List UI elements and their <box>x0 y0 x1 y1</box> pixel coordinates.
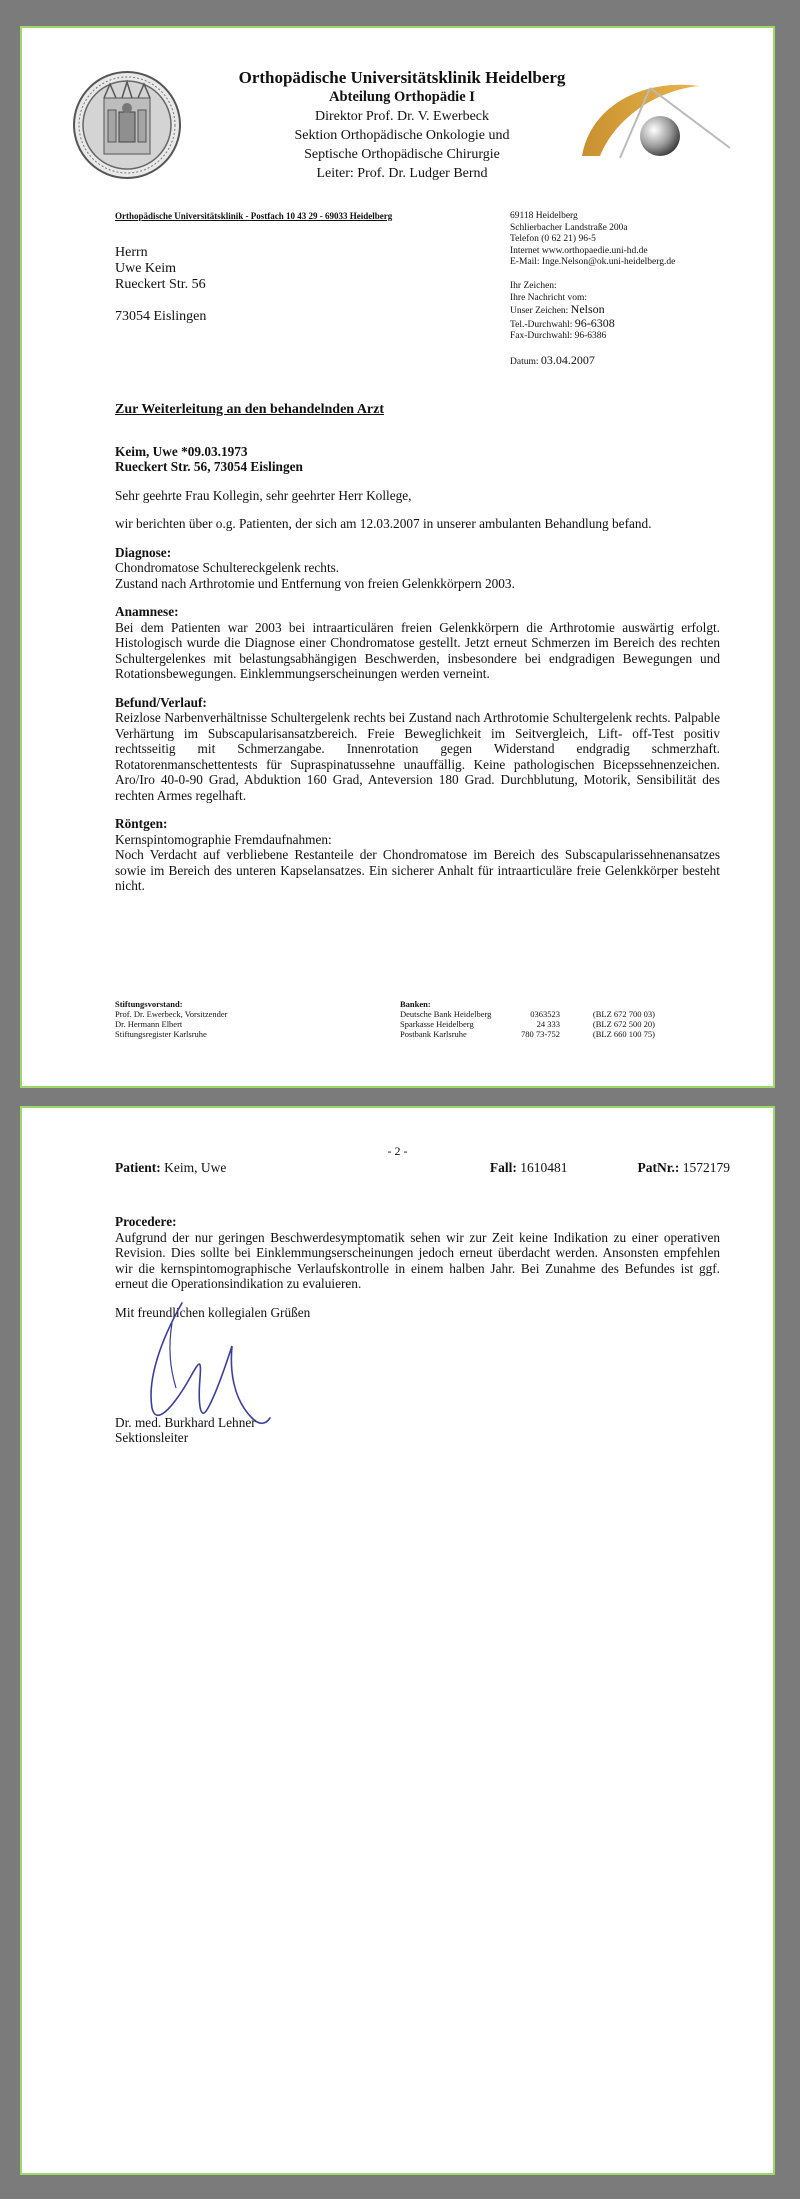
fax-durchwahl: Fax-Durchwahl: 96-6386 <box>510 331 607 341</box>
anamnese-text: Bei dem Patienten war 2003 bei intraarticulären freien Gelenkkörpern die Arthrotomie auswärtig erfolgt. Histologisch wurde die Diagnose einer Chondromatose gestellt. Jetzt erneut Schmerzen im Bereich des rechten Schultergelenkes mit belastungsabhängigen Beschwerden, insbesondere bei endgradigen Bewegungen und Rotationsbewegungen. Einklemmungserscheinungen werden verneint. <box>115 619 720 681</box>
patient-name: Keim, Uwe *09.03.1973 <box>115 443 248 459</box>
banks-title: Banken: <box>400 999 431 1009</box>
signer-title: Sektionsleiter <box>115 1430 189 1445</box>
tel-durchwahl: Tel.-Durchwahl: 96-6308 <box>510 315 615 330</box>
clinic-name: Orthopädische Universitätsklinik Heidelberg <box>238 68 566 87</box>
signer-block <box>115 1415 256 1445</box>
board-line: Dr. Hermann Elbert <box>115 1019 183 1029</box>
clinic-contact <box>510 211 675 269</box>
board-title: Stiftungsvorstand: <box>115 999 183 1009</box>
intro-text: wir berichten über o.g. Patienten, der sich am 12.03.2007 in unserer ambulanten Behandlung befand. <box>115 516 652 531</box>
reference-block <box>510 281 615 343</box>
letter-body <box>115 402 720 894</box>
recipient-spacer <box>115 293 206 309</box>
closing-text: Mit freundlichen kollegialen Grüßen <box>115 1304 311 1320</box>
footer-banks <box>400 999 655 1039</box>
ihre-nachricht-label: Ihre Nachricht vom: <box>510 292 588 303</box>
contact-line: Schlierbacher Landstraße 200a <box>510 222 628 233</box>
recipient-line: Uwe Keim <box>115 261 177 276</box>
bank-row: Postbank Karlsruhe 780 73-752 (BLZ 660 100 75) <box>400 1029 655 1039</box>
patnr-field: PatNr.: 1572179 <box>637 1160 730 1175</box>
patient-header <box>115 1160 730 1176</box>
contact-line: Internet www.orthopaedie.uni-hd.de <box>510 245 648 256</box>
ihr-zeichen-label: Ihr Zeichen: <box>510 281 557 291</box>
bank-row: Deutsche Bank Heidelberg 0363523 (BLZ 672 700 03) <box>400 1009 655 1019</box>
unser-zeichen: Unser Zeichen: Nelson <box>510 302 605 316</box>
roentgen-text: Noch Verdacht auf verbliebene Restanteile der Chondromatose im Bereich des Subscapularissehnenansatzes sowie im Bereich des unteren Kapselansatzes. Ein sicherer Anhalt für intraarticuläre freie Gelenkkörper besteht nicht. <box>115 847 720 893</box>
salutation: Sehr geehrte Frau Kollegin, sehr geehrter Herr Kollege, <box>115 487 412 503</box>
letter-date: Datum: 03.04.2007 <box>510 353 595 367</box>
recipient-address <box>115 245 206 325</box>
patient-address: Rueckert Str. 56, 73054 Eislingen <box>115 459 303 474</box>
befund-title: Befund/Verlauf: <box>115 694 207 710</box>
page-number: - 2 - <box>387 1144 408 1158</box>
orthopaedics-logo-icon <box>580 68 735 168</box>
forward-heading: Zur Weiterleitung an den behandelnden Arzt <box>115 402 385 417</box>
signer-name: Dr. med. Burkhard Lehner <box>115 1415 256 1430</box>
recipient-line: Herrn <box>115 245 148 260</box>
procedere-text: Aufgrund der nur geringen Beschwerdesymptomatik sehen wir zur Zeit keine Indikation zu einer operativen Revision. Dies sollte bei Einklemmungserscheinungen jedoch erneut überdacht werden. Ansonsten empfehlen wir die kernspintomographische Verlaufskontrolle in einem halben Jahr. Bei Zunahme des Befundes ist ggf. erneut die Operationsindikation zu evaluieren. <box>115 1229 720 1291</box>
roentgen-subtitle: Kernspintomographie Fremdaufnahmen: <box>115 831 332 847</box>
diagnose-line: Chondromatose Schultereckgelenk rechts. <box>115 560 340 575</box>
patient-field: Patient: Keim, Uwe <box>115 1160 227 1175</box>
befund-text: Reizlose Narbenverhältnisse Schultergelenk rechts bei Zustand nach Arthrotomie Schultergelenk rechts. Palpable Verhärtung im Subscapularisansatzbereich. Freie Beweglichkeit im Seitvergleich, Lift- off-Test positiv rechtsseitig mit Schmerzangabe. Innenrotation gegen Widerstand endgradig schmerzhaft. Rotatorenmanschettentests für Supraspinatussehne unauffällig. Keine pathologischen Bicepssehnenzeichen. Aro/Iro 40-0-90 Grad, Abduktion 160 Grad, Anteversion 180 Grad. Durchblutung, Motorik, Sensibilität des rechten Armes regelhaft. <box>115 710 720 803</box>
roentgen-title: Röntgen: <box>115 816 168 831</box>
footer-board <box>115 999 228 1039</box>
letter-page-1 <box>20 26 775 1088</box>
contact-line: E-Mail: Inge.Nelson@ok.uni-heidelberg.de <box>510 257 676 267</box>
contact-line: Telefon (0 62 21) 96-5 <box>510 234 596 244</box>
head-line: Leiter: Prof. Dr. Ludger Bernd <box>316 166 488 181</box>
section-line-2: Septische Orthopädische Chirurgie <box>304 147 500 162</box>
diagnose-title: Diagnose: <box>115 544 172 560</box>
section-line-1: Sektion Orthopädische Onkologie und <box>294 128 510 143</box>
return-address: Orthopädische Universitätsklinik - Postfach 10 43 29 - 69033 Heidelberg <box>115 211 393 221</box>
letterhead <box>152 68 652 183</box>
director-line: Direktor Prof. Dr. V. Ewerbeck <box>314 109 490 124</box>
department-name: Abteilung Orthopädie I <box>329 89 475 105</box>
contact-line: 69118 Heidelberg <box>510 211 578 221</box>
recipient-line: Rueckert Str. 56 <box>115 277 206 292</box>
procedere-title: Procedere: <box>115 1214 177 1229</box>
recipient-line: 73054 Eislingen <box>115 309 207 324</box>
bank-row: Sparkasse Heidelberg 24 333 (BLZ 672 500 20) <box>400 1019 655 1029</box>
board-line: Stiftungsregister Karlsruhe <box>115 1029 207 1039</box>
fall-field: Fall: 1610481 <box>489 1160 568 1175</box>
letter-page-2 <box>20 1106 775 2175</box>
diagnose-line: Zustand nach Arthrotomie und Entfernung von freien Gelenkkörpern 2003. <box>115 575 515 591</box>
board-line: Prof. Dr. Ewerbeck, Vorsitzender <box>115 1009 228 1019</box>
anamnese-title: Anamnese: <box>115 604 179 619</box>
